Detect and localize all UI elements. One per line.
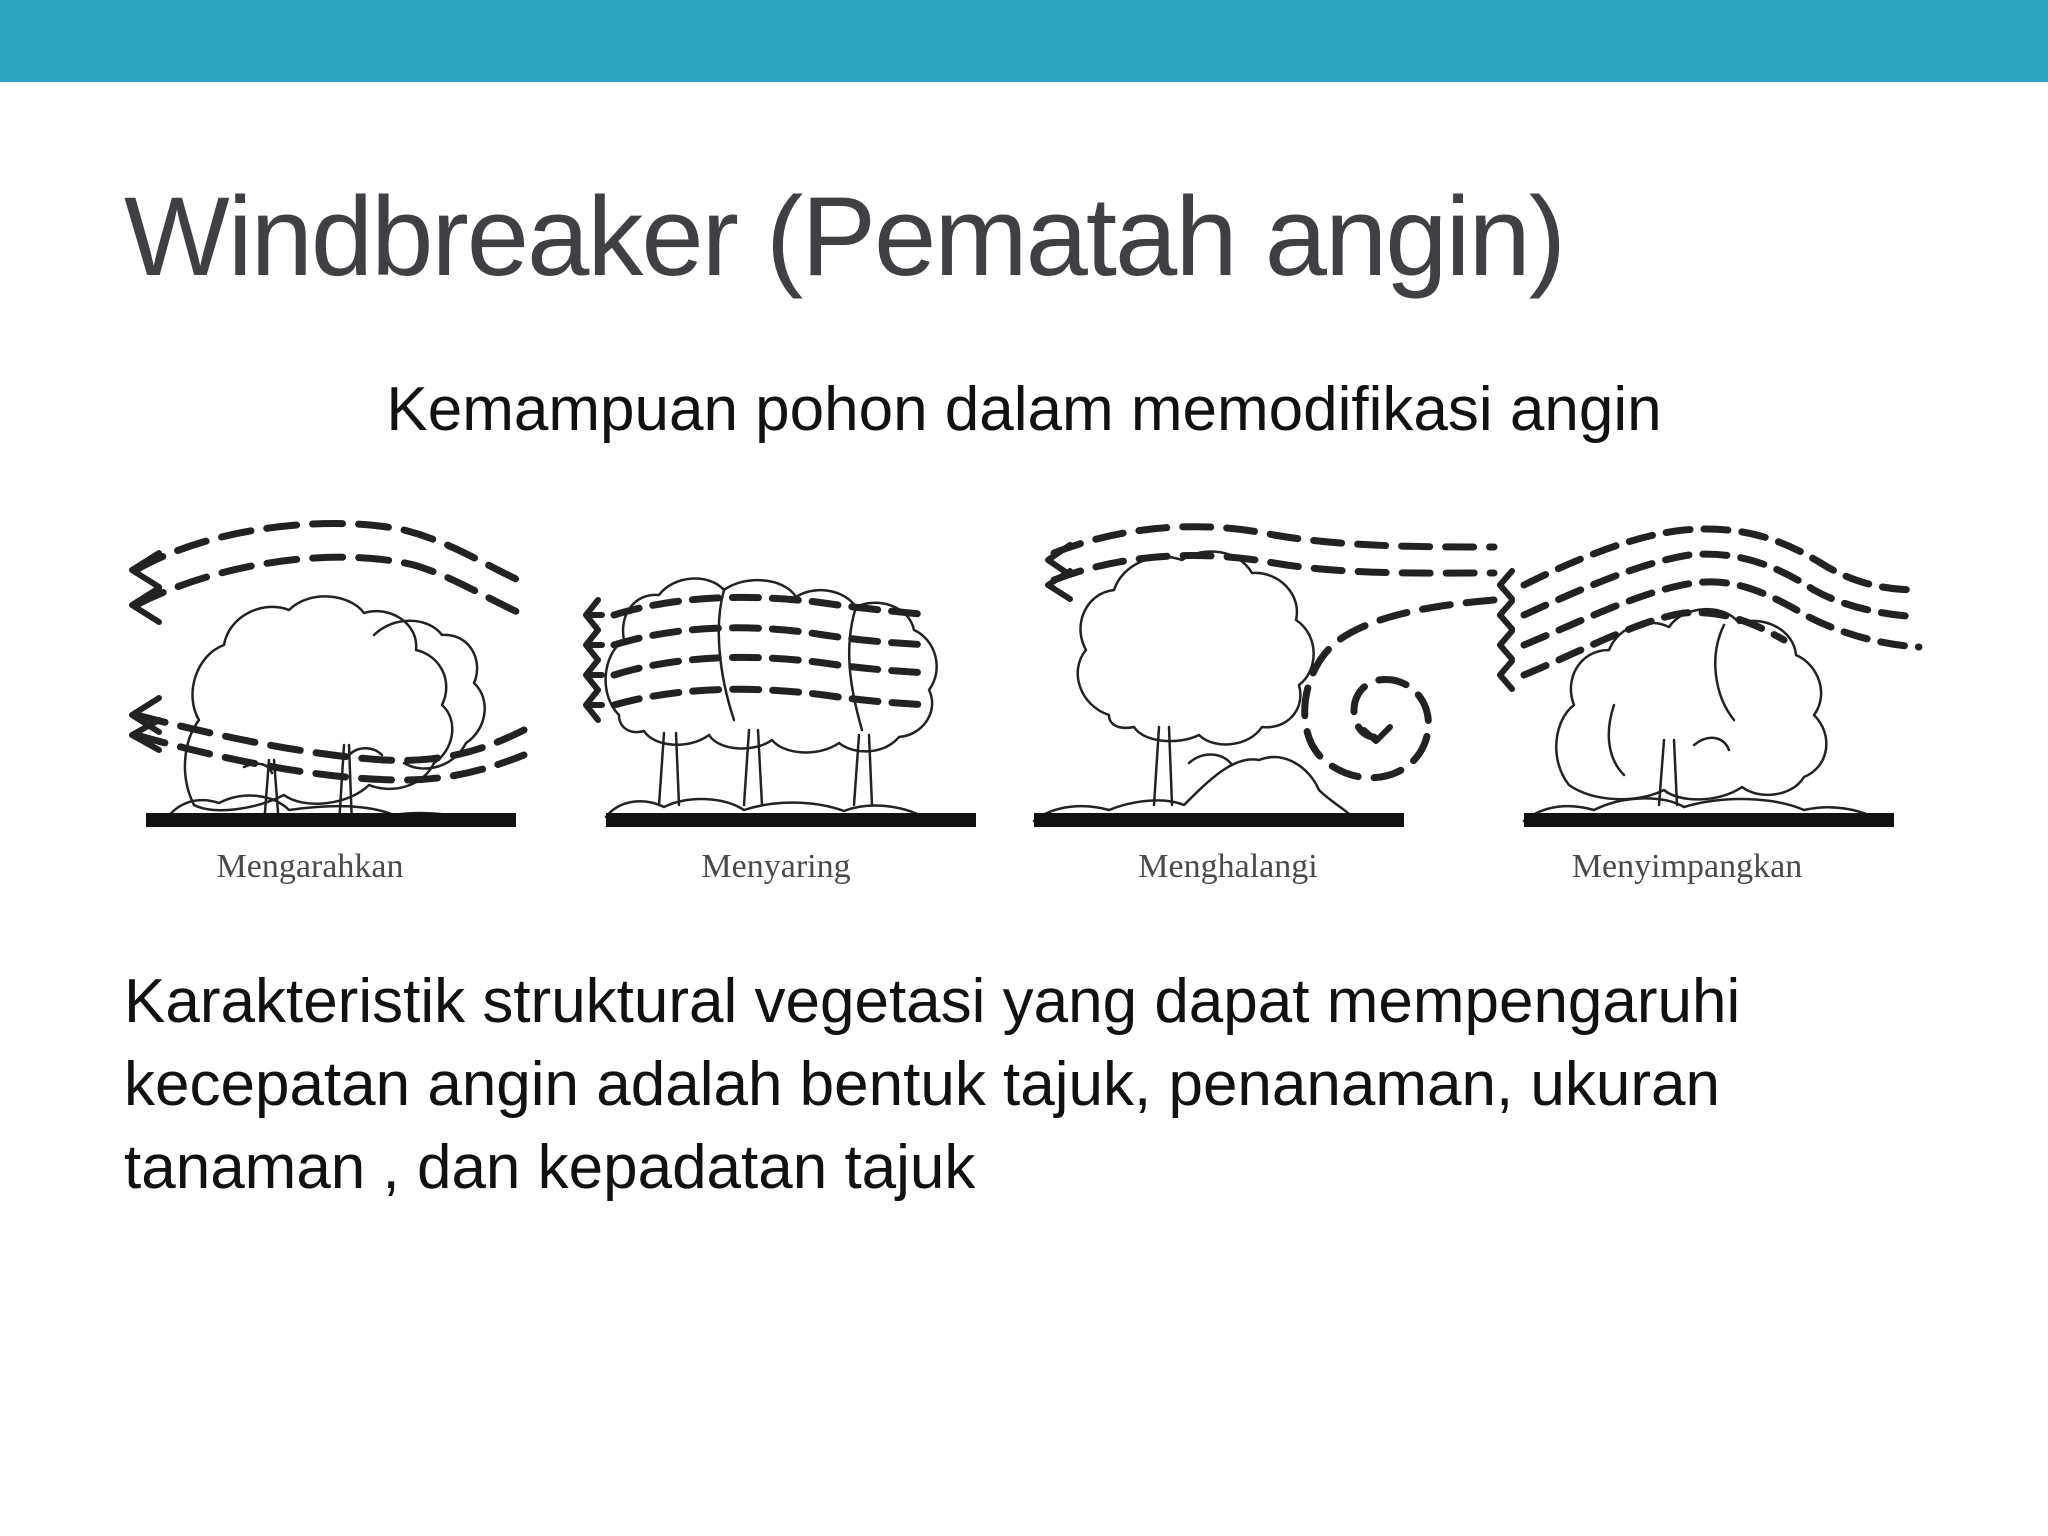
panel-label-mengarahkan: Mengarahkan — [216, 848, 404, 885]
ground-line — [146, 813, 516, 827]
tree-illustration — [164, 596, 489, 825]
wind-arrow-heads — [132, 553, 159, 750]
panel-label-menyaring: Menyaring — [701, 848, 851, 885]
header-band — [0, 0, 2048, 82]
windbreaker-diagram — [124, 505, 1924, 905]
slide-title: Windbreaker (Pematah angin) — [124, 174, 1565, 299]
wind-arrows — [1524, 529, 1919, 675]
panel-menyimpangkan — [1500, 529, 1919, 827]
panel-label-menyimpangkan: Menyimpangkan — [1571, 848, 1803, 885]
wind-arrows — [1054, 527, 1494, 778]
tree-illustration — [1524, 609, 1884, 823]
panel-menghalangi — [1034, 527, 1494, 827]
panel-label-menghalangi: Menghalangi — [1138, 848, 1318, 885]
wind-arrow-heads — [1500, 571, 1512, 689]
panel-menyaring — [586, 579, 976, 827]
ground-line — [1034, 813, 1404, 827]
wind-arrows — [614, 597, 929, 705]
ground-line — [1524, 813, 1894, 827]
ground-line — [606, 813, 976, 827]
panel-mengarahkan — [132, 523, 529, 827]
windbreaker-diagram-svg — [124, 505, 1924, 905]
diagram-subtitle: Kemampuan pohon dalam memodifikasi angin — [386, 375, 1662, 444]
body-paragraph: Karakteristik struktural vegetasi yang dapat mempengaruhi kecepatan angin adalah bentuk tajuk, penanaman, ukuran tanaman , dan kepadatan tajuk — [124, 967, 1741, 1202]
wind-arrow-heads — [586, 600, 602, 720]
